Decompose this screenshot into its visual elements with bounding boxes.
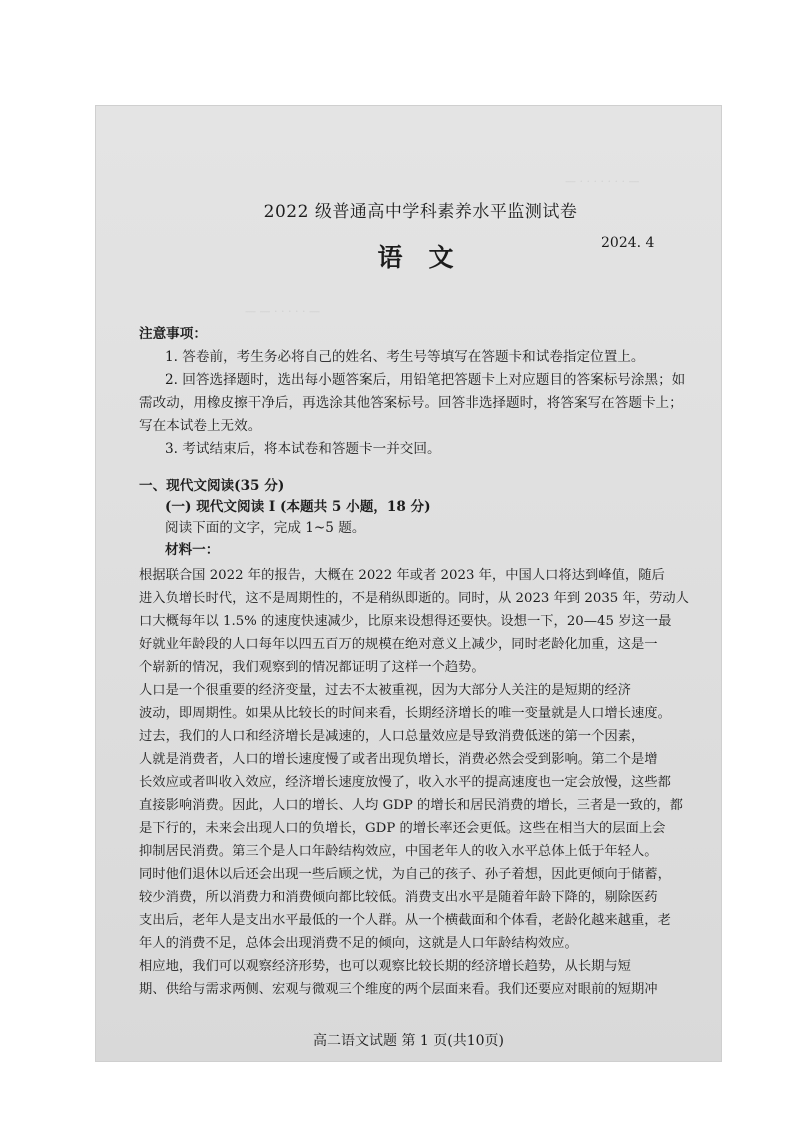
- passage-line: 进入负增长时代，这不是周期性的，不是稍纵即逝的。同时，从 2023 年到 2035 年，劳动人: [139, 591, 689, 606]
- passage-line: 相应地，我们可以观察经济形势，也可以观察比较长期的经济增长趋势，从长期与短: [139, 959, 631, 974]
- passage-line: 过去，我们的人口和经济增长是减速的，人口总量效应是导致消费低迷的第一个因素，: [139, 729, 645, 744]
- exam-title: 2022 级普通高中学科素养水平监测试卷: [263, 202, 578, 222]
- passage-line: 个崭新的情况，我们观察到的情况都证明了这样一个趋势。: [139, 660, 485, 675]
- exam-page: [95, 105, 722, 1062]
- passage-line: 期、供给与需求两侧、宏观与微观三个维度的两个层面来看。我们还要应对眼前的短期冲: [139, 982, 658, 997]
- passage-line: 口大概每年以 1.5% 的速度快速减少，比原来设想得还要快。设想一下，20—45 岁这一最: [139, 614, 672, 629]
- passage-line: 直接影响消费。因此，人口的增长、人均 GDP 的增长和居民消费的增长，三者是一致的，都: [139, 798, 683, 813]
- notice-item: 2. 回答选择题时，选出每小题答案后，用铅笔把答题卡上对应题目的答案标号涂黑；如: [165, 372, 686, 388]
- passage-line: 支出后，老年人是支出水平最低的一个人群。从一个横截面和个体看，老龄化越来越重，老: [139, 913, 671, 928]
- bleed-through-text: — — · · · · · —: [245, 305, 320, 318]
- material-label: 材料一：: [165, 542, 220, 558]
- notice-heading: 注意事项：: [139, 326, 207, 342]
- passage-line: 年人的消费不足，总体会出现消费不足的倾向，这就是人口年龄结构效应。: [139, 936, 578, 951]
- passage-line: 同时他们退休以后还会出现一些后顾之忧，为自己的孩子、孙子着想，因此更倾向于储蓄，: [139, 867, 671, 882]
- notice-item: 3. 考试结束后，将本试卷和答题卡一并交回。: [165, 441, 441, 457]
- bleed-through-text: — · · · · · · · —: [565, 175, 640, 188]
- passage-line: 较少消费，所以消费力和消费倾向都比较低。消费支出水平是随着年龄下降的，剔除医药: [139, 890, 658, 905]
- passage-line: 波动，即周期性。如果从比较长的时间来看，长期经济增长的唯一变量就是人口增长速度。: [139, 706, 671, 721]
- exam-date: 2024. 4: [601, 235, 655, 251]
- passage-line: 根据联合国 2022 年的报告，大概在 2022 年或者 2023 年，中国人口将达到峰值，随后: [139, 568, 665, 583]
- passage-line: 长效应或者叫收入效应，经济增长速度放慢了，收入水平的提高速度也一定会放慢，这些都: [139, 775, 671, 790]
- section-subheading: (一) 现代文阅读 Ⅰ (本题共 5 小题，18 分): [165, 499, 431, 515]
- section-heading: 一、现代文阅读(35 分): [139, 478, 285, 494]
- notice-item: 写在本试卷上无效。: [139, 418, 262, 434]
- notice-item: 需改动，用橡皮擦干净后，再选涂其他答案标号。回答非选择题时，将答案写在答题卡上；: [139, 395, 683, 411]
- subject-title: 语文: [377, 243, 480, 272]
- passage-line: 好就业年龄段的人口每年以四五百万的规模在绝对意义上减少，同时老龄化加重，这是一: [139, 637, 658, 652]
- section-instruction: 阅读下面的文字，完成 1~5 题。: [165, 520, 366, 536]
- passage-line: 人口是一个很重要的经济变量，过去不太被重视，因为大部分人关注的是短期的经济: [139, 683, 631, 698]
- passage-line: 人就是消费者，人口的增长速度慢了或者出现负增长，消费必然会受到影响。第二个是增: [139, 752, 658, 767]
- page-footer: 高二语文试题 第 1 页(共10页): [313, 1033, 504, 1049]
- passage-line: 是下行的，未来会出现人口的负增长，GDP 的增长率还会更低。这些在相当大的层面上会: [139, 821, 666, 836]
- passage-line: 抑制居民消费。第三个是人口年龄结构效应，中国老年人的收入水平总体上低于年轻人。: [139, 844, 658, 859]
- notice-item: 1. 答卷前，考生务必将自己的姓名、考生号等填写在答题卡和试卷指定位置上。: [165, 349, 645, 365]
